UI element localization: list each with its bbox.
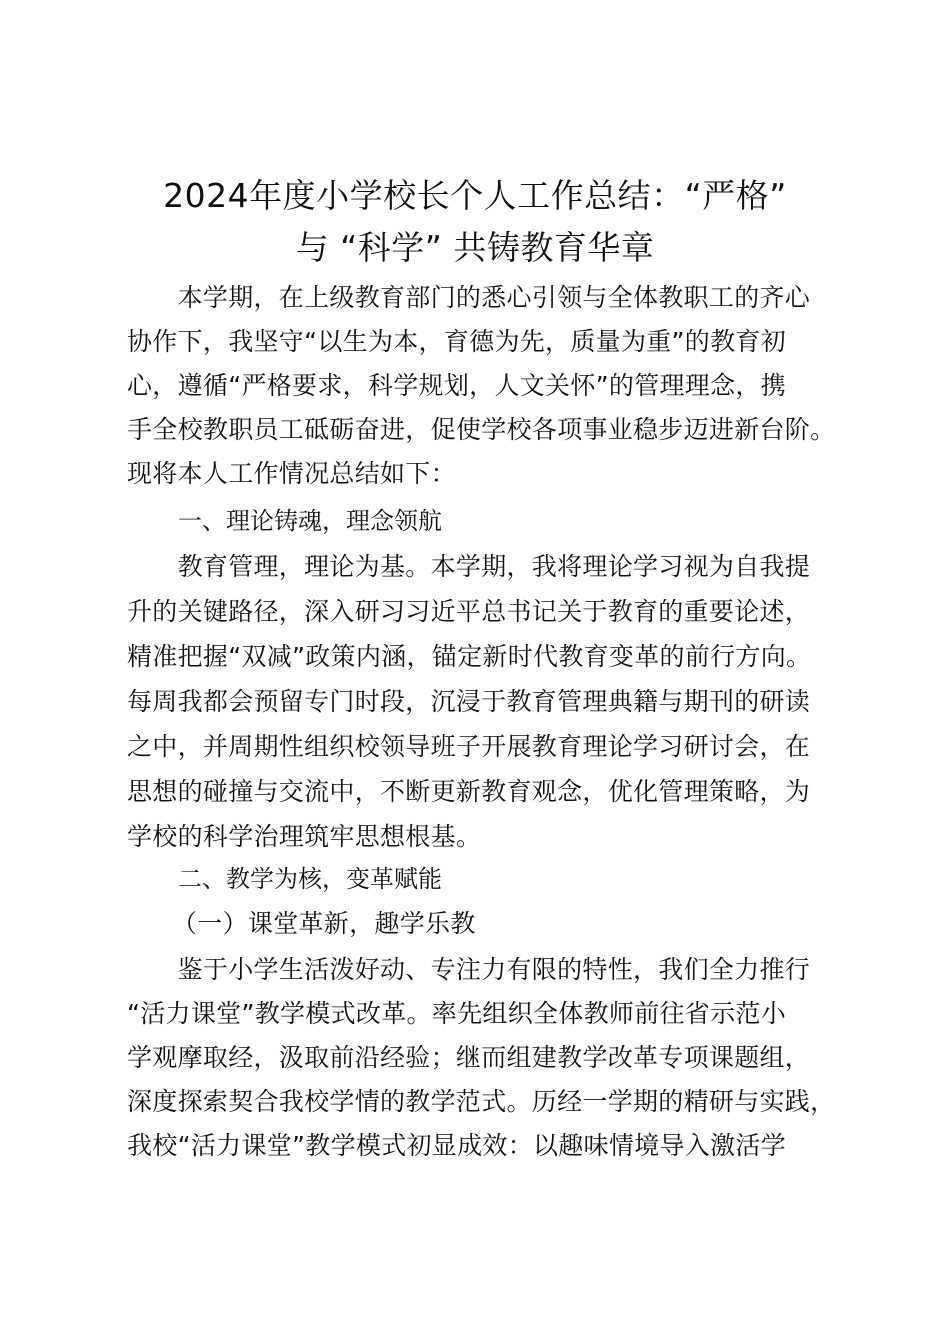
document-title-line-1: 2024年度小学校长个人工作总结：“严格” — [163, 176, 787, 215]
subsection1-paragraph-line: 学观摩取经，汲取前沿经验；继而组建教学改革专项课题组， — [127, 1043, 811, 1072]
section-heading-2: 二、教学为核，变革赋能 — [178, 865, 442, 893]
section1-paragraph-line: 教育管理，理论为基。本学期，我将理论学习视为自我提 — [127, 552, 811, 581]
intro-paragraph-line: 心，遵循“严格要求，科学规划，人文关怀”的管理理念，携 — [127, 371, 787, 400]
subsection1-paragraph-line: 深度探索契合我校学情的教学范式。历经一学期的精研与实践， — [127, 1087, 836, 1116]
subsection1-paragraph-line: 鉴于小学生活泼好动、专注力有限的特性，我们全力推行 — [127, 955, 811, 984]
section1-paragraph-line: 精准把握“双减”政策内涵，锚定新时代教育变革的前行方向。 — [127, 642, 812, 671]
subsection1-paragraph-line: 我校“活力课堂”教学模式初显成效：以趣味情境导入激活学 — [127, 1131, 787, 1160]
section1-paragraph-line: 升的关键路径，深入研习习近平总书记关于教育的重要论述， — [127, 597, 811, 626]
intro-paragraph-line: 协作下，我坚守“以生为本，育德为先，质量为重”的教育初 — [127, 327, 787, 356]
section1-paragraph-line: 学校的科学治理筑牢思想根基。 — [127, 822, 482, 851]
intro-paragraph-line: 本学期，在上级教育部门的悉心引领与全体教职工的齐心 — [127, 283, 811, 312]
section1-paragraph-line: 之中，并周期性组织校领导班子开展教育理论学习研讨会，在 — [127, 732, 811, 761]
subsection-heading-1: （一）课堂革新，趣学乐教 — [172, 909, 476, 938]
document-title-line-2: 与 “科学” 共铸教育华章 — [295, 228, 655, 267]
section1-paragraph-line: 每周我都会预留专门时段，沉浸于教育管理典籍与期刊的研读 — [127, 687, 811, 716]
subsection1-paragraph-line: “活力课堂”教学模式改革。率先组织全体教师前往省示范小 — [127, 999, 787, 1028]
intro-paragraph-line: 手全校教职员工砥砺奋进，促使学校各项事业稳步迈进新台阶。 — [127, 415, 836, 444]
section-heading-1: 一、理论铸魂，理念领航 — [178, 507, 442, 535]
section1-paragraph-line: 思想的碰撞与交流中，不断更新教育观念，优化管理策略，为 — [127, 777, 811, 806]
intro-paragraph-line: 现将本人工作情况总结如下： — [127, 459, 456, 488]
